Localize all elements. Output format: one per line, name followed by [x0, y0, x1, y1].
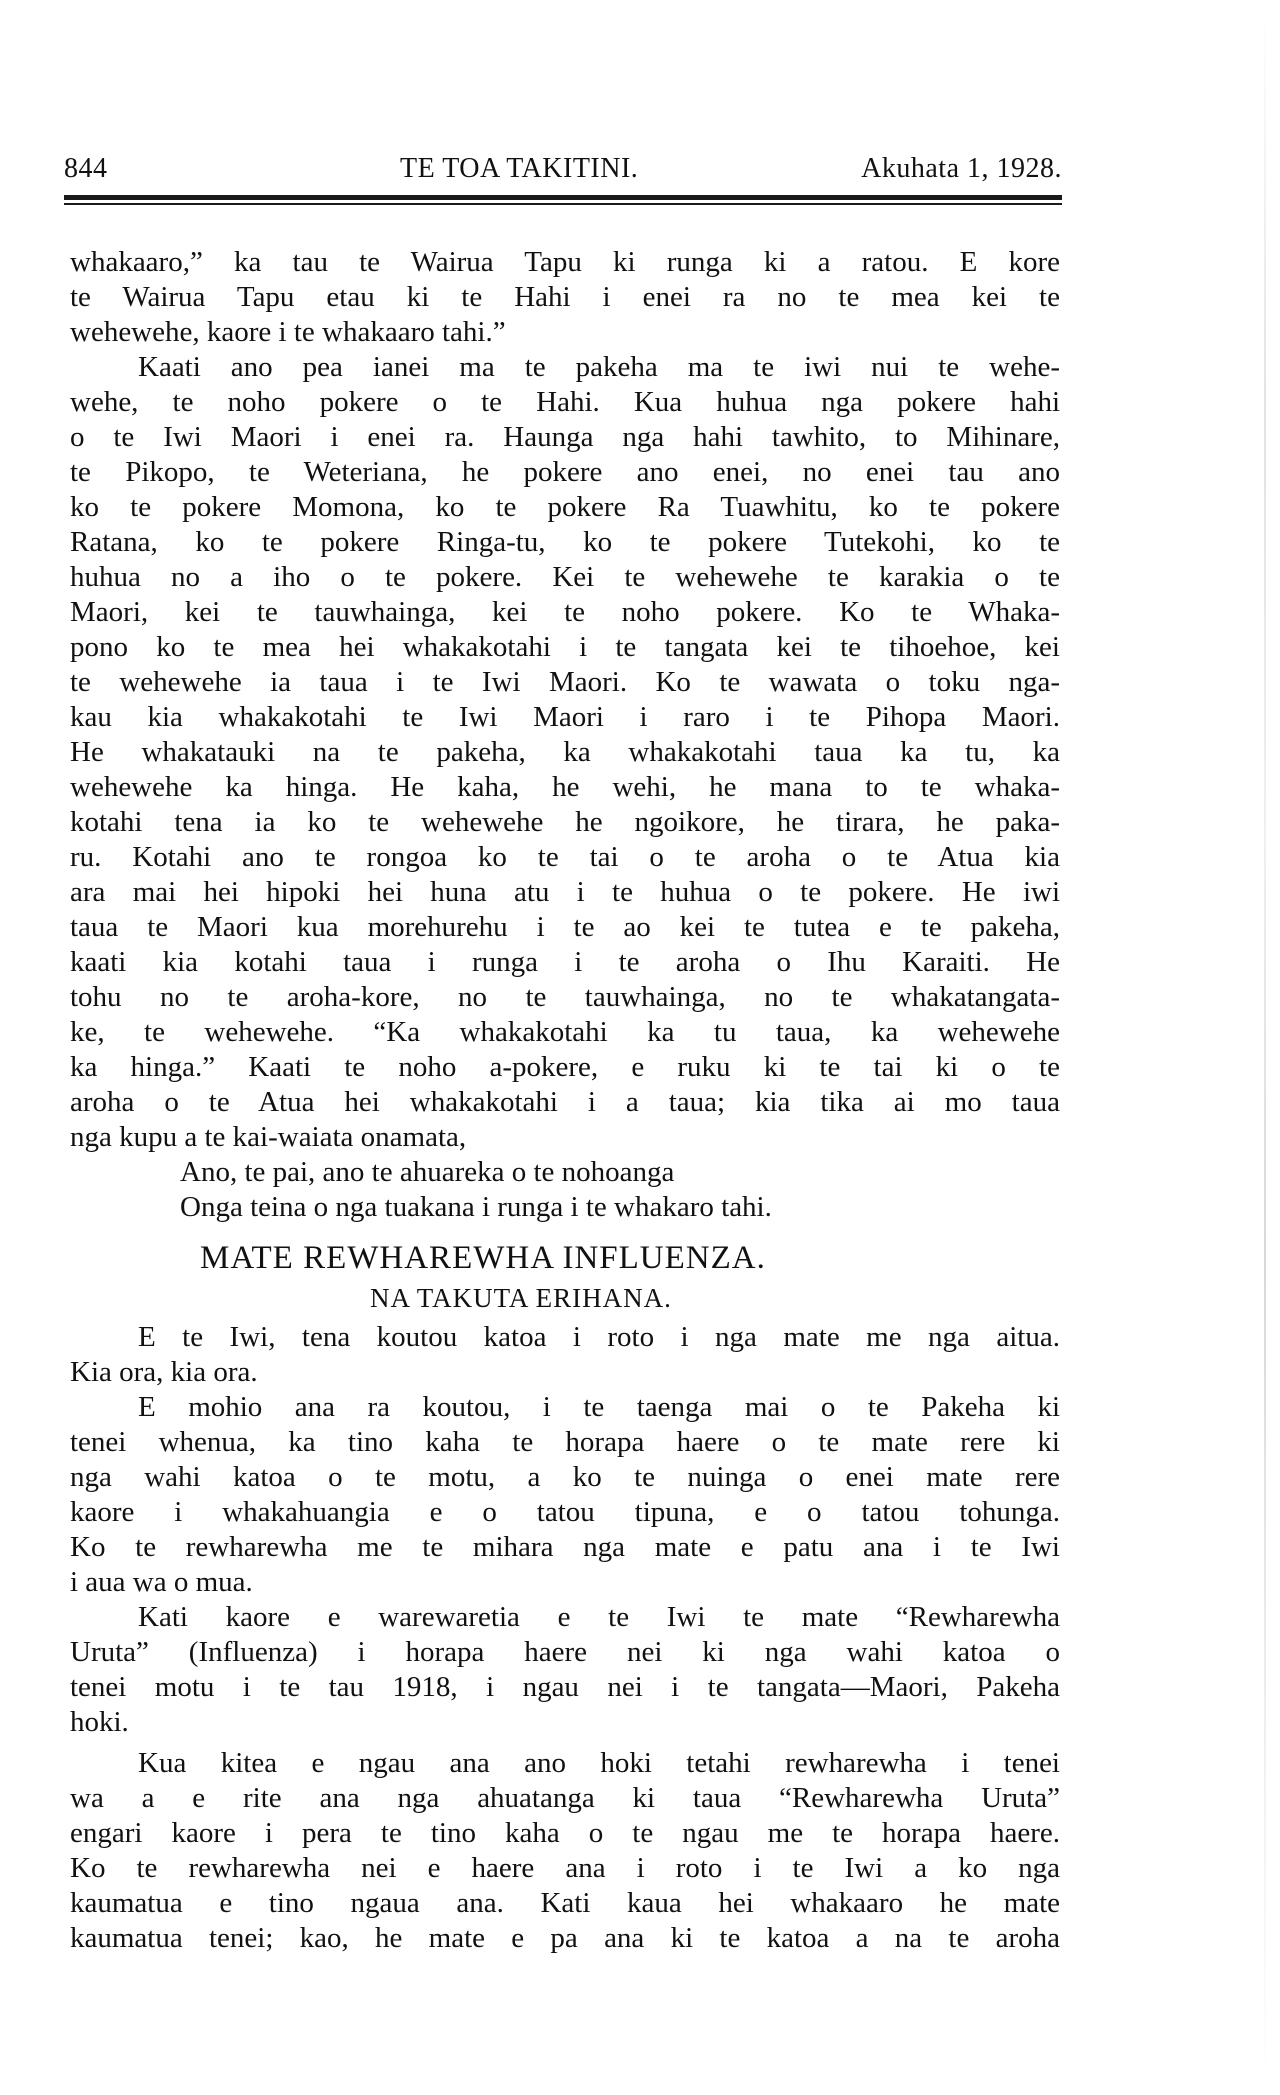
paragraph-greeting: [70, 1320, 1060, 1390]
text-line: tenei motu i te tau 1918, i ngau nei i te tangata—Maori, Pakeha: [70, 1671, 1060, 1703]
verse-line: Onga teina o nga tuakana i runga i te whakaro tahi.: [180, 1191, 772, 1223]
text-line: kaumatua e tino ngaua ana. Kati kaua hei whakaaro he mate: [70, 1887, 1060, 1919]
text-line: ke, te wehewehe. “Ka whakakotahi ka tu taua, ka wehewehe: [70, 1016, 1060, 1048]
running-header: [64, 153, 1062, 193]
text-line: Kia ora, kia ora.: [70, 1356, 258, 1388]
header-rule-thick: [64, 195, 1062, 200]
text-line: ara mai hei hipoki hei huna atu i te huhua o te pokere. He iwi: [70, 876, 1060, 908]
paragraph-history: [70, 1390, 1060, 1600]
article-byline: NA TAKUTA ERIHANA.: [370, 1283, 672, 1313]
verse-line: Ano, te pai, ano te ahuareka o te nohoanga: [180, 1156, 675, 1188]
text-line: nga kupu a te kai-waiata onamata,: [70, 1121, 467, 1153]
paragraph-pokere: [70, 350, 1060, 1225]
text-line: Kaati ano pea ianei ma te pakeha ma te iwi nui te wehe-: [138, 351, 1060, 383]
text-line: pono ko te mea hei whakakotahi i te tangata kei te tihoehoe, kei: [70, 631, 1060, 663]
text-line: Kua kitea e ngau ana ano hoki tetahi rewharewha i tenei: [138, 1747, 1060, 1779]
text-line: Ko te rewharewha me te mihara nga mate e patu ana i te Iwi: [70, 1531, 1060, 1563]
text-line: ru. Kotahi ano te rongoa ko te tai o te aroha o te Atua kia: [70, 841, 1060, 873]
text-line: E te Iwi, tena koutou katoa i roto i nga mate me nga aitua.: [138, 1321, 1060, 1353]
text-line: nga wahi katoa o te motu, a ko te nuinga o enei mate rere: [70, 1461, 1060, 1493]
paragraph-current-outbreak: [70, 1746, 1060, 1956]
text-line: Maori, kei te tauwhainga, kei te noho pokere. Ko te Whaka-: [70, 596, 1060, 628]
text-line: aroha o te Atua hei whakakotahi i a taua; kia tika ai mo taua: [70, 1086, 1060, 1118]
issue-date: Akuhata 1, 1928.: [861, 153, 1062, 184]
scan-edge-shadow: [1264, 0, 1266, 2095]
text-line: kaati kia kotahi taua i runga i te aroha o Ihu Karaiti. He: [70, 946, 1060, 978]
text-line: whakaaro,” ka tau te Wairua Tapu ki runga ki a ratou. E kore: [70, 246, 1060, 278]
paragraph-continuation: [70, 245, 1060, 350]
header-rule-thin: [64, 203, 1062, 205]
text-line: kaumatua tenei; kao, he mate e pa ana ki te katoa a na te aroha: [70, 1922, 1060, 1954]
paragraph-1918: [70, 1600, 1060, 1740]
text-line: wehewehe, kaore i te whakaaro tahi.”: [70, 316, 506, 348]
text-line: kau kia whakakotahi te Iwi Maori i raro i te Pihopa Maori.: [70, 701, 1060, 733]
text-line: Kati kaore e warewaretia e te Iwi te mate “Rewharewha: [138, 1601, 1060, 1633]
text-line: He whakatauki na te pakeha, ka whakakotahi taua ka tu, ka: [70, 736, 1060, 768]
text-line: kaore i whakahuangia e o tatou tipuna, e o tatou tohunga.: [70, 1496, 1060, 1528]
text-line: tohu no te aroha-kore, no te tauwhainga, no te whakatangata-: [70, 981, 1060, 1013]
text-line: i aua wa o mua.: [70, 1566, 253, 1598]
text-line: Uruta” (Influenza) i horapa haere nei ki nga wahi katoa o: [70, 1636, 1060, 1668]
text-line: te Pikopo, te Weteriana, he pokere ano enei, no enei tau ano: [70, 456, 1060, 488]
text-line: tenei whenua, ka tino kaha te horapa haere o te mate rere ki: [70, 1426, 1060, 1458]
text-line: te Wairua Tapu etau ki te Hahi i enei ra no te mea kei te: [70, 281, 1060, 313]
text-line: taua te Maori kua morehurehu i te ao kei te tutea e te pakeha,: [70, 911, 1060, 943]
text-line: o te Iwi Maori i enei ra. Haunga nga hahi tawhito, to Mihinare,: [70, 421, 1060, 453]
text-line: E mohio ana ra koutou, i te taenga mai o te Pakeha ki: [138, 1391, 1060, 1423]
text-line: wehe, te noho pokere o te Hahi. Kua huhua nga pokere hahi: [70, 386, 1060, 418]
text-line: wehewehe ka hinga. He kaha, he wehi, he mana to te whaka-: [70, 771, 1060, 803]
page-number: 844: [64, 153, 108, 184]
text-line: hoki.: [70, 1706, 129, 1738]
text-line: Ratana, ko te pokere Ringa-tu, ko te pokere Tutekohi, ko te: [70, 526, 1060, 558]
text-line: ko te pokere Momona, ko te pokere Ra Tuawhitu, ko te pokere: [70, 491, 1060, 523]
publication-title: TE TOA TAKITINI.: [400, 153, 639, 184]
text-line: engari kaore i pera te tino kaha o te ngau me te horapa haere.: [70, 1817, 1060, 1849]
article-title: MATE REWHAREWHA INFLUENZA.: [200, 1240, 766, 1276]
text-line: huhua no a iho o te pokere. Kei te wehewehe te karakia o te: [70, 561, 1060, 593]
text-line: kotahi tena ia ko te wehewehe he ngoikore, he tirara, he paka-: [70, 806, 1060, 838]
text-line: wa a e rite ana nga ahuatanga ki taua “Rewharewha Uruta”: [70, 1782, 1060, 1814]
text-line: ka hinga.” Kaati te noho a-pokere, e ruku ki te tai ki o te: [70, 1051, 1060, 1083]
text-line: te wehewehe ia taua i te Iwi Maori. Ko te wawata o toku nga-: [70, 666, 1060, 698]
text-line: Ko te rewharewha nei e haere ana i roto i te Iwi a ko nga: [70, 1852, 1060, 1884]
